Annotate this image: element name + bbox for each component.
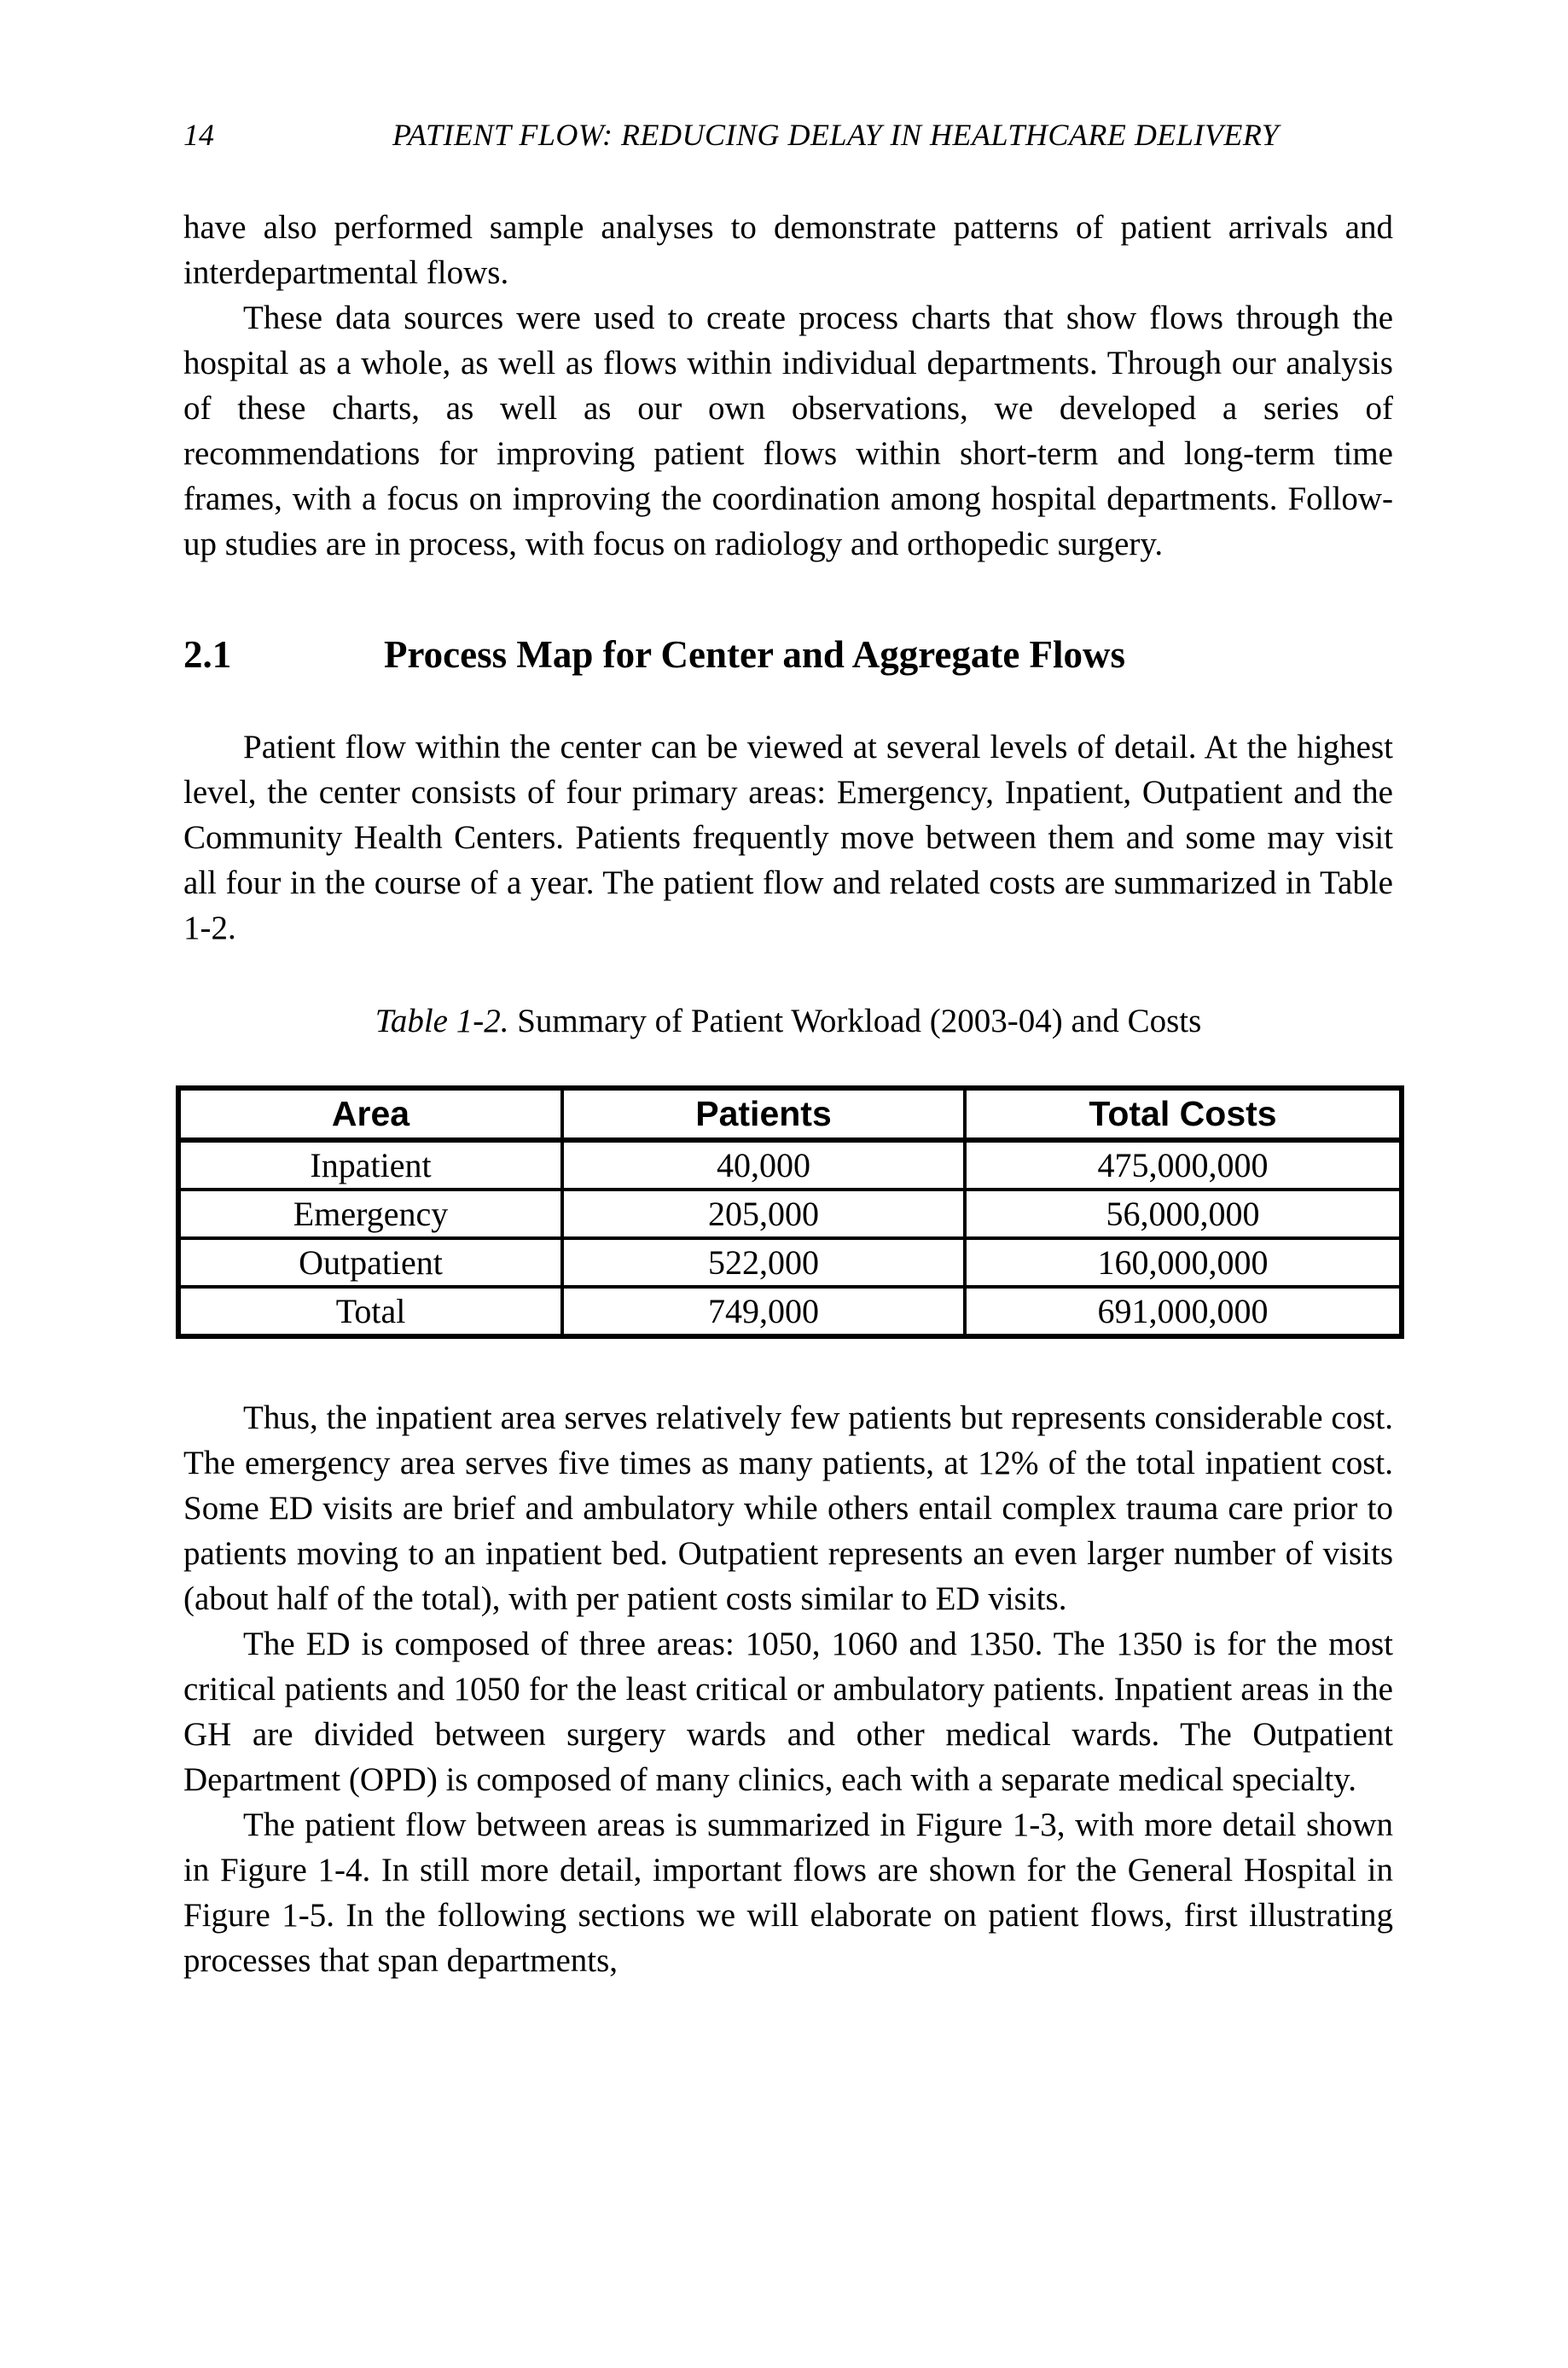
table-caption xyxy=(183,1000,1393,1043)
column-header-area: Area xyxy=(178,1088,562,1140)
paragraph-patient-flow: Patient flow within the center can be viewed at several levels of detail. At the highest level, the center consists of four primary areas: Emergency, Inpatient, Outpatient and the Community Health Centers. Patients frequently move between them and some may visit all four in the course of a year. The patient flow and related costs are summarized in Table 1-2. xyxy=(183,729,1393,946)
cell-area: Total xyxy=(178,1287,562,1336)
paragraph-ed-areas: The ED is composed of three areas: 1050, 1060 and 1350. The 1350 is for the most critical patients and 1050 for the least critical or ambulatory patients. Inpatient areas in the GH are divided between surgery wards and other medical wards. The Outpatient Department (OPD) is composed of many clinics, each with a separate medical specialty. xyxy=(183,1626,1393,1798)
cell-patients: 522,000 xyxy=(562,1238,965,1287)
page-number: 14 xyxy=(183,118,214,152)
paragraph-data-sources: These data sources were used to create process charts that show flows through the hospital as a whole, as well as flows within individual departments. Through our analysis of these charts, as well as our own observations, we developed a series of recommendations for improving patient flows within short-term and long-term time frames, with a focus on improving the coordination among hospital departments. Follow-up studies are in process, with focus on radiology and orthopedic surgery. xyxy=(183,300,1393,562)
table-row-emergency xyxy=(178,1190,1402,1238)
running-head xyxy=(183,116,1393,157)
cell-total-costs: 56,000,000 xyxy=(965,1190,1402,1238)
column-header-total-costs: Total Costs xyxy=(965,1088,1402,1140)
cell-area: Inpatient xyxy=(178,1140,562,1190)
workload-table xyxy=(176,1085,1404,1339)
table-header-row xyxy=(178,1088,1402,1140)
table-row-outpatient xyxy=(178,1238,1402,1287)
section-title: Process Map for Center and Aggregate Flows xyxy=(384,633,1126,676)
cell-total-costs: 160,000,000 xyxy=(965,1238,1402,1287)
table-caption-text: Summary of Patient Workload (2003-04) and Costs xyxy=(508,1003,1202,1039)
paragraph-continuation: have also performed sample analyses to demonstrate patterns of patient arrivals and interdepartmental flows. xyxy=(183,209,1393,291)
table-row-inpatient xyxy=(178,1140,1402,1190)
cell-total-costs: 475,000,000 xyxy=(965,1140,1402,1190)
cell-patients: 749,000 xyxy=(562,1287,965,1336)
section-number: 2.1 xyxy=(183,633,232,676)
section-heading xyxy=(183,633,1393,676)
cell-patients: 40,000 xyxy=(562,1140,965,1190)
cell-total-costs: 691,000,000 xyxy=(965,1287,1402,1336)
table-caption-label: Table 1-2. xyxy=(375,1003,509,1039)
cell-area: Outpatient xyxy=(178,1238,562,1287)
running-title: PATIENT FLOW: REDUCING DELAY IN HEALTHCARE DELIVERY xyxy=(392,118,1280,152)
cell-patients: 205,000 xyxy=(562,1190,965,1238)
page-content xyxy=(183,205,1393,1983)
paragraph-figures: The patient flow between areas is summarized in Figure 1-3, with more detail shown in Figure 1-4. In still more detail, important flows are shown for the General Hospital in Figure 1-5. In the following sections we will elaborate on patient flows, first illustrating processes that span departments, xyxy=(183,1807,1393,1979)
cell-area: Emergency xyxy=(178,1190,562,1238)
table-row-total xyxy=(178,1287,1402,1336)
paragraph-thus-inpatient: Thus, the inpatient area serves relatively few patients but represents considerable cost. The emergency area serves five times as many patients, at 12% of the total inpatient cost. Some ED visits are brief and ambulatory while others entail complex trauma care prior to patients moving to an inpatient bed. Outpatient represents an even larger number of visits (about half of the total), with per patient costs similar to ED visits. xyxy=(183,1399,1393,1617)
column-header-patients: Patients xyxy=(562,1088,965,1140)
